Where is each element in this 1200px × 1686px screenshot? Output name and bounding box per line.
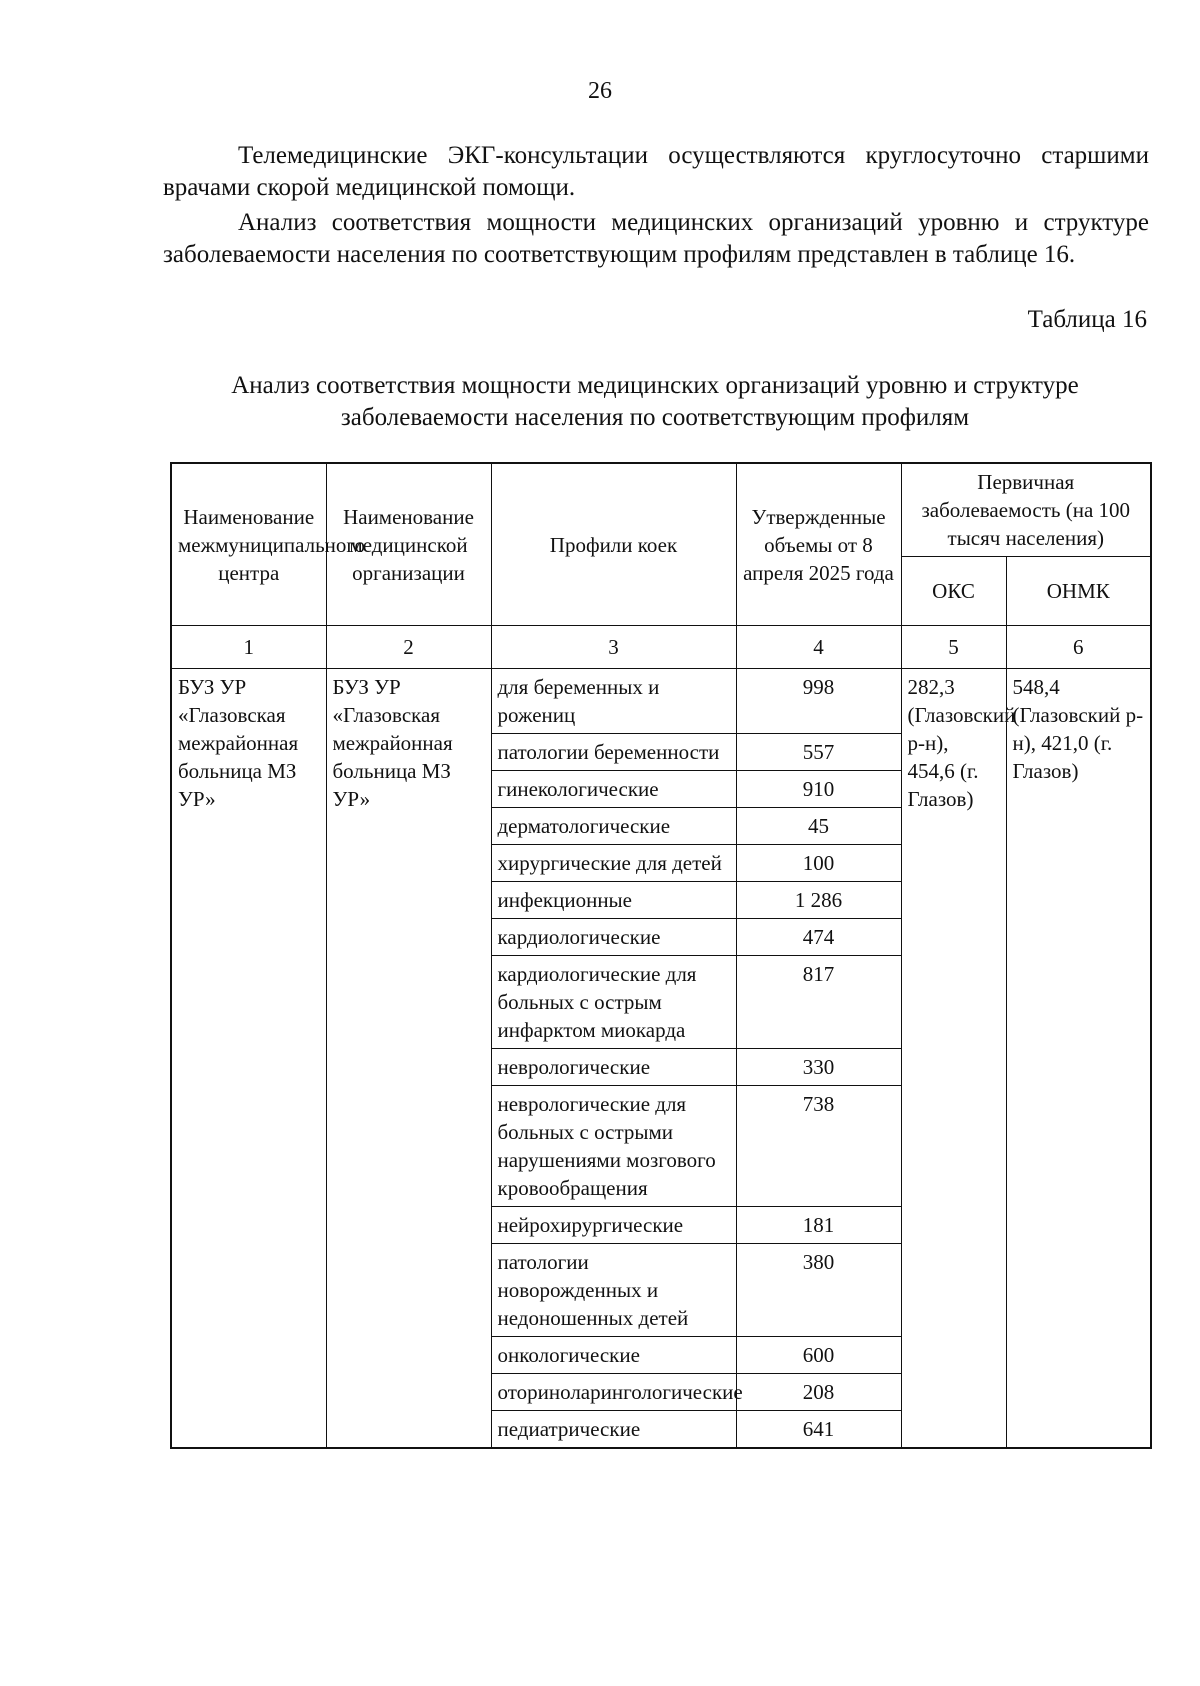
oks-incidence-cell: 282,3 (Глазовский р-н), 454,6 (г. Глазов) (901, 669, 1006, 1449)
volume-cell: 208 (736, 1374, 901, 1411)
volume-cell: 45 (736, 808, 901, 845)
profile-cell: патологии беременности (491, 734, 736, 771)
onmk-incidence-cell: 548,4 (Глазовский р-н), 421,0 (г. Глазов) (1006, 669, 1151, 1449)
center-name-cell: БУЗ УР «Глазовская межрайонная больница МЗ УР» (171, 669, 326, 1449)
profile-cell: неврологические для больных с острыми нарушениями мозгового кровообращения (491, 1086, 736, 1207)
profile-cell: оториноларингологические (491, 1374, 736, 1411)
table-row (171, 669, 1151, 734)
volume-cell: 181 (736, 1207, 901, 1244)
volume-cell: 1 286 (736, 882, 901, 919)
header-incidence-group: Первичная заболеваемость (на 100 тысяч населения) (901, 463, 1151, 557)
table-label: Таблица 16 (1027, 306, 1147, 333)
profile-cell: для беременных и рожениц (491, 669, 736, 734)
column-number: 1 (171, 626, 326, 669)
column-number: 6 (1006, 626, 1151, 669)
organization-name-cell: БУЗ УР «Глазовская межрайонная больница МЗ УР» (326, 669, 491, 1449)
profile-cell: инфекционные (491, 882, 736, 919)
profile-cell: онкологические (491, 1337, 736, 1374)
profile-cell: кардиологические (491, 919, 736, 956)
volume-cell: 817 (736, 956, 901, 1049)
column-numbers-row (171, 626, 1151, 669)
volume-cell: 641 (736, 1411, 901, 1449)
volume-cell: 557 (736, 734, 901, 771)
volume-cell: 380 (736, 1244, 901, 1337)
volume-cell: 998 (736, 669, 901, 734)
volume-cell: 100 (736, 845, 901, 882)
profile-cell: дерматологические (491, 808, 736, 845)
header-profiles: Профили коек (491, 463, 736, 626)
header-onmk: ОНМК (1006, 557, 1151, 626)
data-table (170, 462, 1152, 1449)
profile-cell: патологии новорожденных и недоношенных детей (491, 1244, 736, 1337)
header-organization: Наименование медицинской организации (326, 463, 491, 626)
column-number: 3 (491, 626, 736, 669)
header-center: Наименование межмуниципального центра (171, 463, 326, 626)
volume-cell: 738 (736, 1086, 901, 1207)
table-title: Анализ соответствия мощности медицинских организаций уровню и структуре заболеваемости населения по соответствующим профилям (231, 372, 1079, 431)
profile-cell: педиатрические (491, 1411, 736, 1449)
volume-cell: 474 (736, 919, 901, 956)
profile-cell: гинекологические (491, 771, 736, 808)
paragraph-2: Анализ соответствия мощности медицинских организаций уровню и структуре заболеваемости населения по соответствующим профилям представлен в таблице 16. (163, 209, 1149, 268)
column-number: 4 (736, 626, 901, 669)
paragraph-1: Телемедицинские ЭКГ-консультации осуществляются круглосуточно старшими врачами скорой медицинской помощи. (163, 142, 1149, 201)
column-number: 5 (901, 626, 1006, 669)
header-volumes: Утвержденные объемы от 8 апреля 2025 года (736, 463, 901, 626)
header-oks: ОКС (901, 557, 1006, 626)
profile-cell: кардиологические для больных с острым инфарктом миокарда (491, 956, 736, 1049)
profile-cell: неврологические (491, 1049, 736, 1086)
volume-cell: 600 (736, 1337, 901, 1374)
page-number: 26 (588, 78, 612, 104)
volume-cell: 330 (736, 1049, 901, 1086)
profile-cell: нейрохирургические (491, 1207, 736, 1244)
column-number: 2 (326, 626, 491, 669)
volume-cell: 910 (736, 771, 901, 808)
profile-cell: хирургические для детей (491, 845, 736, 882)
